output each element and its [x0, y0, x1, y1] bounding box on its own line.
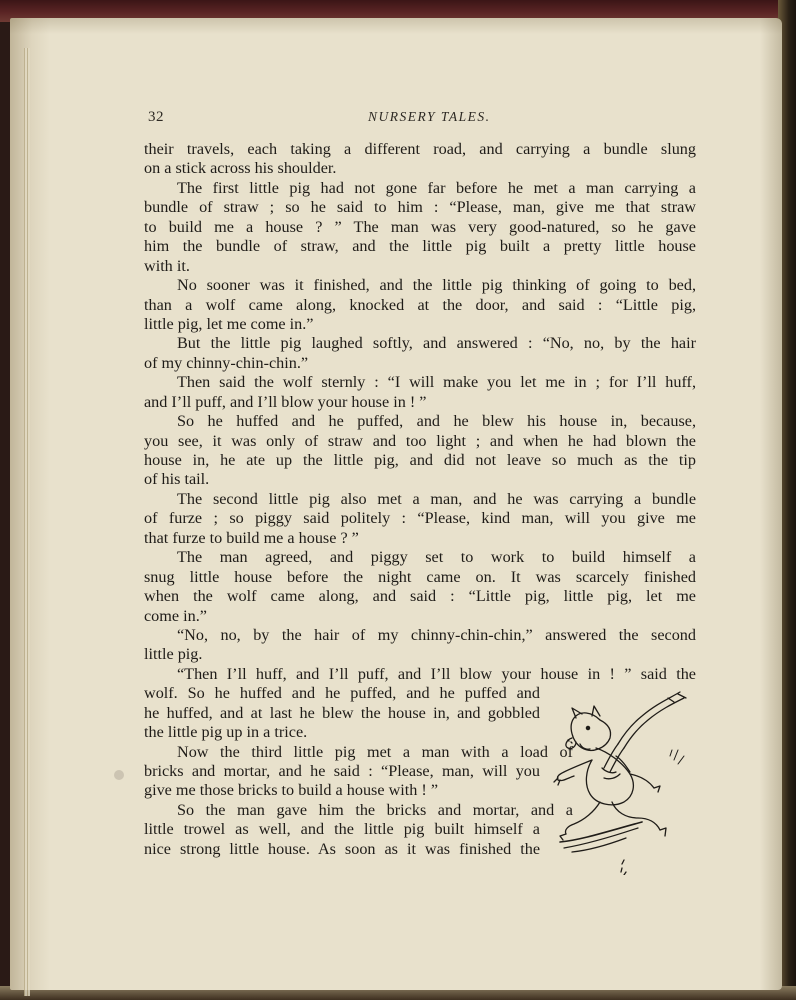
pig-carrying-bricks-illustration	[552, 690, 700, 875]
text-line: on a stick across his shoulder.	[144, 159, 337, 178]
text-line: of furze ; so piggy said politely : “Please, kind man, will you give me	[144, 509, 696, 528]
text-line: when the wolf came along, and said : “Little pig, little pig, let me	[144, 587, 696, 606]
text-line: Then said the wolf sternly : “I will make you let me in ; for I’ll huff,	[177, 373, 696, 392]
text-line: nice strong little house. As soon as it was finished the	[144, 839, 540, 858]
text-line: give me those bricks to build a house with ! ”	[144, 781, 439, 800]
running-head	[148, 109, 708, 129]
gutter-page-edges	[24, 48, 30, 996]
text-line: he huffed, and at last he blew the house in, and gobbled	[144, 703, 540, 722]
text-line: than a wolf came along, knocked at the door, and said : “Little pig,	[144, 295, 696, 314]
running-title: NURSERY TALES.	[368, 109, 491, 124]
text-line: No sooner was it finished, and the little pig thinking of going to bed,	[177, 276, 696, 295]
text-line: the little pig up in a trice.	[144, 723, 308, 742]
text-line: to build me a house ? ” The man was very good-natured, so he gave	[144, 217, 696, 236]
text-line: bricks and mortar, and he said : “Please, man, will you	[144, 762, 540, 780]
text-line: little pig, let me come in.”	[144, 314, 314, 333]
text-line: The man agreed, and piggy set to work to build himself a	[177, 548, 696, 567]
text-line: their travels, each taking a different road, and carrying a bundle slung	[144, 140, 696, 158]
text-line: snug little house before the night came on. It was scarcely finished	[144, 567, 696, 586]
text-line: of his tail.	[144, 470, 210, 489]
text-line: him the bundle of straw, and the little pig built a pretty little house	[144, 237, 696, 256]
text-line: you see, it was only of straw and too light ; and when he had blown the	[144, 431, 696, 450]
text-line: wolf. So he huffed and he puffed, and he puffed and	[144, 684, 540, 703]
text-line: and I’ll puff, and I’ll blow your house in ! ”	[144, 392, 427, 411]
text-line: little trowel as well, and the little pig built himself a	[144, 820, 540, 839]
text-line: house in, he ate up the little pig, and did not leave so much as the tip	[144, 451, 696, 469]
text-line: The second little pig also met a man, and he was carrying a bundle	[177, 489, 696, 508]
text-line: So the man gave him the bricks and mortar, and a	[177, 800, 573, 819]
text-line: little pig.	[144, 645, 203, 664]
text-line: But the little pig laughed softly, and answered : “No, no, by the hair	[177, 334, 696, 353]
text-line: “No, no, by the hair of my chinny-chin-chin,” answered the second	[177, 625, 696, 644]
text-line: come in.”	[144, 606, 207, 625]
text-line: with it.	[144, 256, 190, 275]
page-number: 32	[148, 109, 164, 125]
text-line: of my chinny-chin-chin.”	[144, 353, 309, 372]
text-line: The first little pig had not gone far before he met a man carrying a	[177, 178, 696, 197]
ink-smudge	[114, 770, 124, 780]
text-line: that furze to build me a house ? ”	[144, 528, 359, 547]
text-line: Now the third little pig met a man with a load of	[177, 742, 573, 761]
text-line: “Then I’ll huff, and I’ll puff, and I’ll blow your house in ! ” said the	[177, 664, 696, 683]
text-line: So he huffed and he puffed, and he blew his house in, because,	[177, 412, 696, 431]
text-line: bundle of straw ; so he said to him : “Please, man, give me that straw	[144, 198, 696, 217]
